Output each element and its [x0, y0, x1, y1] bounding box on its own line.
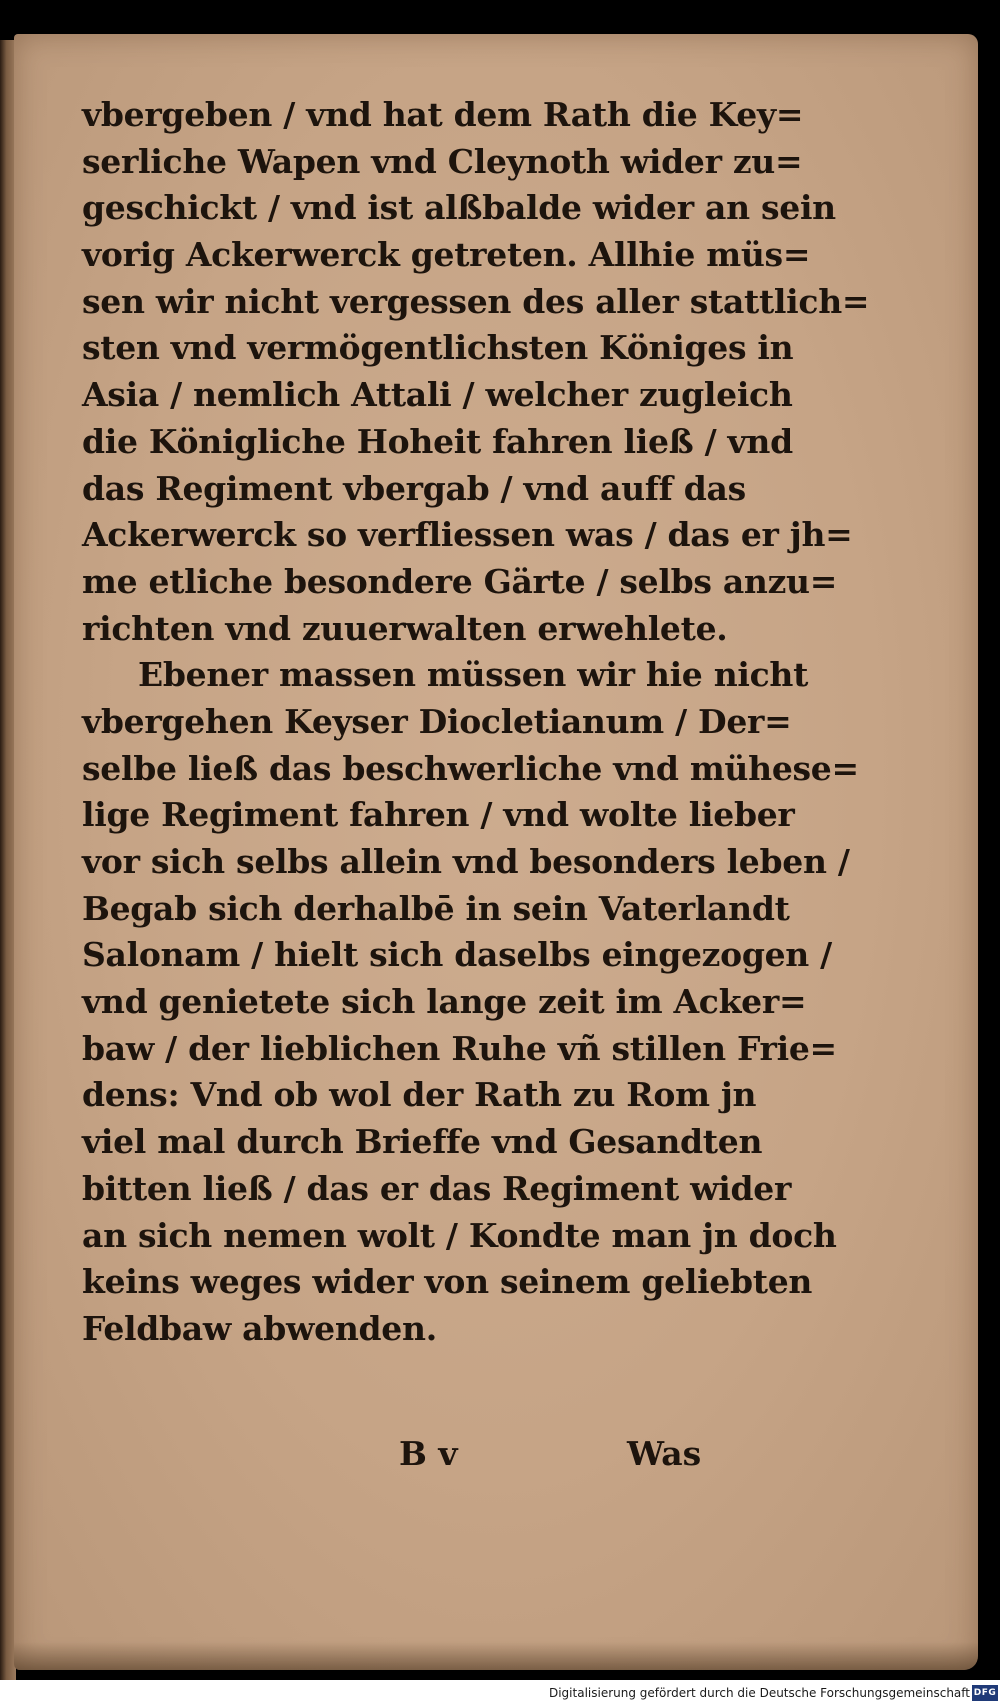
text-line: Asia / nemlich Attali / welcher zugleich [82, 375, 793, 415]
text-line: vor sich selbs allein vnd besonders leben / [82, 842, 850, 881]
catchword: Was [627, 1434, 702, 1473]
book-page [14, 34, 978, 1670]
page-footer-row [14, 1424, 978, 1484]
text-line: selbe ließ das beschwerliche vnd mühese= [82, 748, 859, 788]
page-text-block [82, 92, 870, 1353]
text-line: Feldbaw abwenden. [82, 1308, 437, 1348]
text-line: das Regiment vbergab / vnd auff das [82, 468, 746, 508]
text-line: dens: Vnd ob wol der Rath zu Rom jn [82, 1075, 757, 1115]
credit-bar [0, 1680, 1000, 1706]
text-line: vorig Ackerwerck getreten. Allhie müs= [82, 235, 811, 275]
text-line-paragraph-start: Ebener massen müssen wir hie nicht [138, 655, 809, 695]
text-line: sen wir nicht vergessen des aller stattlich= [82, 281, 870, 321]
text-line: sten vnd vermögentlichsten Königes in [82, 328, 794, 368]
funding-credit: Digitalisierung gefördert durch die Deutsche Forschungsgemeinschaft [548, 1686, 970, 1700]
text-line: die Königliche Hoheit fahren ließ / vnd [82, 421, 793, 461]
text-line: serliche Wapen vnd Cleynoth wider zu= [82, 141, 803, 181]
text-line: viel mal durch Brieffe vnd Gesandten [82, 1122, 763, 1162]
text-line: lige Regiment fahren / vnd wolte lieber [82, 795, 795, 835]
signature-mark: B v [399, 1434, 458, 1473]
text-line: Salonam / hielt sich daselbs eingezogen / [82, 935, 832, 975]
text-line: an sich nemen wolt / Kondte man jn doch [82, 1215, 837, 1255]
text-line: vnd genietete sich lange zeit im Acker= [82, 982, 807, 1022]
text-line: Ackerwerck so verfliessen was / das er jh= [82, 515, 853, 555]
text-line: vbergeben / vnd hat dem Rath die Key= [82, 95, 804, 134]
text-line: keins weges wider von seinem geliebten [82, 1262, 813, 1302]
dfg-logo-icon: DFG [972, 1685, 998, 1701]
text-line: vbergehen Keyser Diocletianum / Der= [82, 701, 792, 741]
text-line: me etliche besondere Gärte / selbs anzu= [82, 561, 838, 601]
text-line: Begab sich derhalbē in sein Vaterlandt [82, 888, 790, 928]
text-line: geschickt / vnd ist alßbalde wider an sein [82, 188, 836, 228]
text-line: richten vnd zuuerwalten erwehlete. [82, 608, 728, 648]
text-line: baw / der lieblichen Ruhe vñ stillen Frie= [82, 1028, 837, 1068]
text-line: bitten ließ / das er das Regiment wider [82, 1168, 792, 1208]
